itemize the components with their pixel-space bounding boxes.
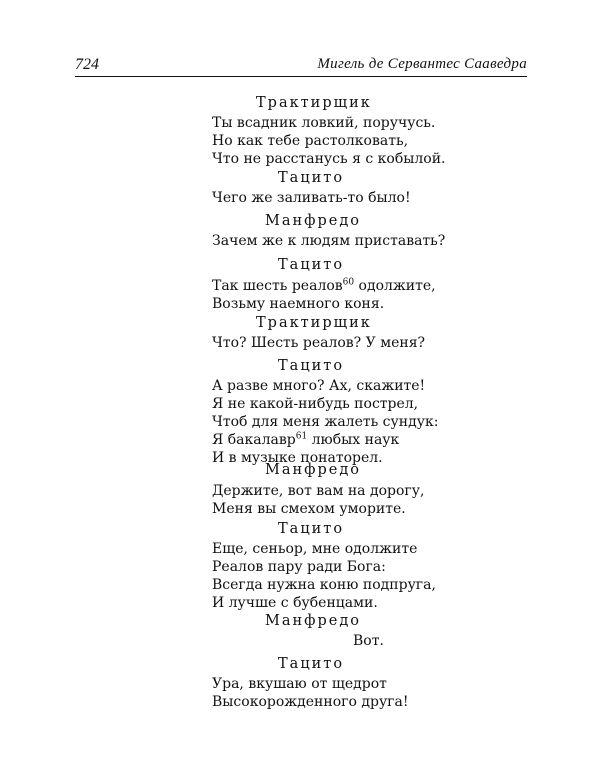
verse-line: Чтоб для меня жалеть сундук: [212,414,439,430]
verse-line: Реалов пару ради Бога: [212,559,386,575]
verse-line: Высокорожденного друга! [212,694,409,710]
speaker-name: Тацито [278,656,345,672]
speaker-name: Тацито [278,257,345,273]
verse-line: Я бакалавр$^{61}$ любых наук [212,431,400,448]
speaker-name: Тацито [278,521,345,537]
running-title: Мигель де Сервантес Сааведра [317,56,527,72]
running-header [75,54,527,77]
verse-line: И в музыке понаторел. [212,450,383,466]
verse-line: Я не какой-нибудь пострел, [212,396,419,412]
speaker-name: Манфредо [265,462,362,478]
footnote-marker: 60 [342,277,355,288]
page-number: 724 [75,56,99,73]
speaker-name: Тацито [278,170,345,186]
verse-line: Возьму наемного коня. [212,296,385,312]
verse-line: Всегда нужна коню подпруга, [212,577,436,593]
verse-line: Но как тебе растолковать, [212,133,409,149]
verse-line: Так шесть реалов$^{60}$ одолжите, [212,277,436,294]
verse-line: Что не расстанусь я с кобылой. [212,151,446,167]
verse-line: Ура, вкушаю от щедрот [212,676,387,692]
verse-line: Меня вы смехом уморите. [212,501,406,517]
verse-line: А разве много? Ах, скажите! [212,378,426,394]
verse-line: Еще, сеньор, мне одолжите [212,541,418,557]
speaker-name: Манфредо [265,613,362,629]
speaker-name: Трактирщик [256,95,372,111]
verse-line: Ты всадник ловкий, поручусь. [212,115,436,131]
speaker-name: Манфредо [265,213,362,229]
footnote-marker: 61 [295,431,308,442]
verse-line: Что? Шесть реалов? У меня? [212,335,426,351]
verse-line: Чего же заливать-то было! [212,190,411,206]
verse-line: Вот. [353,633,384,649]
speaker-name: Тацито [278,358,345,374]
verse-line: И лучше с бубенцами. [212,595,378,611]
verse-line: Зачем же к людям приставать? [212,233,446,249]
verse-line: Держите, вот вам на дорогу, [212,483,425,499]
speaker-name: Трактирщик [256,315,372,331]
